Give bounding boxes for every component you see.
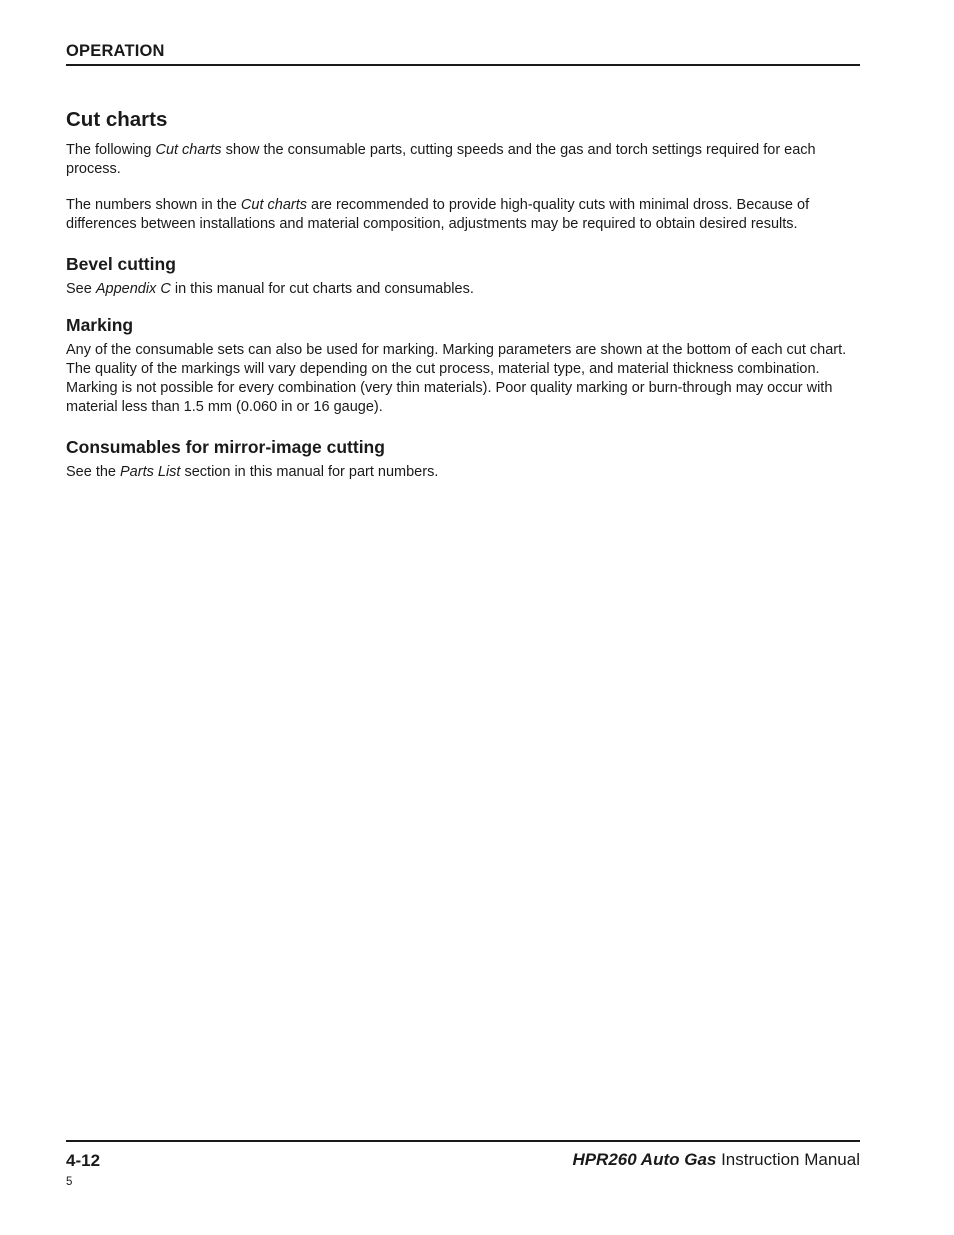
page-number: 4-12: [66, 1151, 101, 1170]
intro-p2-post: are recommended to provide high-quality cuts with minimal dross. Because of differences between installations and material composition, adjustments may be required to obtain desired results.: [66, 197, 810, 232]
bevel-emphasis: Appendix C: [95, 281, 171, 297]
intro-paragraph-1: [66, 141, 856, 179]
mirror-pre: See the: [66, 464, 121, 480]
marking-text: Any of the consumable sets can also be used for marking. Marking parameters are shown at the bottom of each cut chart. The quality of the markings will vary depending on the cut process, material type, and material thickness combination. Marking is not possible for every combination (very thin materials). Poor quality marking or burn-through may occur with material less than 1.5 mm (0.060 in or 16 gauge).: [66, 342, 847, 415]
intro-p1-pre: The following: [66, 142, 156, 158]
section-label: OPERATION: [66, 42, 165, 60]
intro-p1-emphasis: Cut charts: [155, 142, 222, 158]
bevel-cutting-heading: Bevel cutting: [66, 254, 176, 274]
mirror-post: section in this manual for part numbers.: [180, 464, 439, 480]
manual-title: [572, 1150, 860, 1170]
intro-p2-emphasis: Cut charts: [240, 197, 307, 213]
mirror-cutting-text: [66, 463, 856, 482]
intro-p2-pre: The numbers shown in the: [66, 197, 241, 213]
bevel-cutting-text: [66, 280, 856, 299]
product-name: HPR260 Auto Gas: [572, 1150, 717, 1169]
bevel-pre: See: [66, 281, 96, 297]
marking-heading: Marking: [66, 315, 134, 335]
main-content: [66, 106, 856, 482]
footnote-number: 5: [66, 1176, 73, 1188]
page-title: Cut charts: [66, 108, 168, 131]
mirror-cutting-heading: Consumables for mirror-image cutting: [66, 437, 385, 457]
intro-paragraph-2: [66, 196, 856, 234]
intro-p1-post: show the consumable parts, cutting speeds and the gas and torch settings required for each process.: [66, 142, 816, 177]
page-footer: [66, 1140, 860, 1172]
manual-suffix: Instruction Manual: [716, 1150, 860, 1169]
page-header: [66, 42, 860, 66]
bevel-post: in this manual for cut charts and consumables.: [170, 281, 474, 297]
mirror-emphasis: Parts List: [120, 464, 181, 480]
